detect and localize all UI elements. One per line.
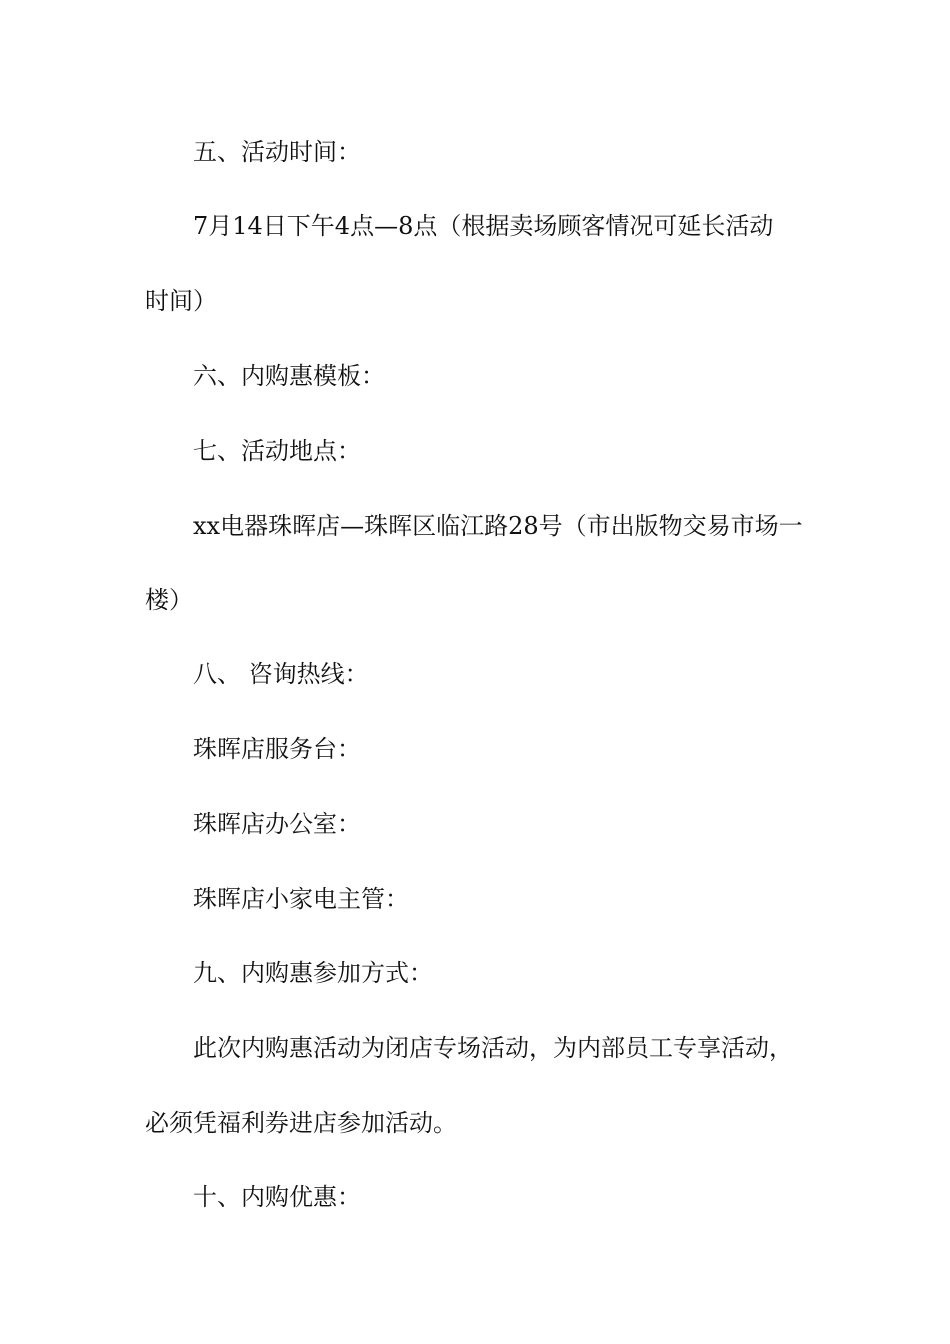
section-heading-location: 七、活动地点： [193, 437, 361, 465]
location-text-continued: 楼） [145, 586, 193, 614]
section-heading-discount: 十、内购优惠： [193, 1183, 361, 1211]
hotline-appliance-manager: 珠晖店小家电主管： [193, 885, 409, 913]
hotline-service-desk: 珠晖店服务台： [193, 735, 361, 763]
section-heading-activity-time: 五、活动时间： [193, 138, 361, 166]
section-heading-hotline: 八、 咨询热线： [193, 660, 369, 688]
activity-time-text: 7月14日下午4点—8点（根据卖场顾客情况可延长活动 [193, 212, 774, 240]
activity-time-text-continued: 时间） [145, 287, 217, 315]
section-heading-participation: 九、内购惠参加方式： [193, 959, 433, 987]
hotline-office: 珠晖店办公室： [193, 810, 361, 838]
section-heading-template: 六、内购惠模板： [193, 362, 385, 390]
location-text: xx电器珠晖店—珠晖区临江路28号（市出版物交易市场一 [193, 512, 803, 540]
participation-text: 此次内购惠活动为闭店专场活动，为内部员工专享活动， [193, 1034, 793, 1062]
participation-text-continued: 必须凭福利券进店参加活动。 [145, 1109, 457, 1137]
